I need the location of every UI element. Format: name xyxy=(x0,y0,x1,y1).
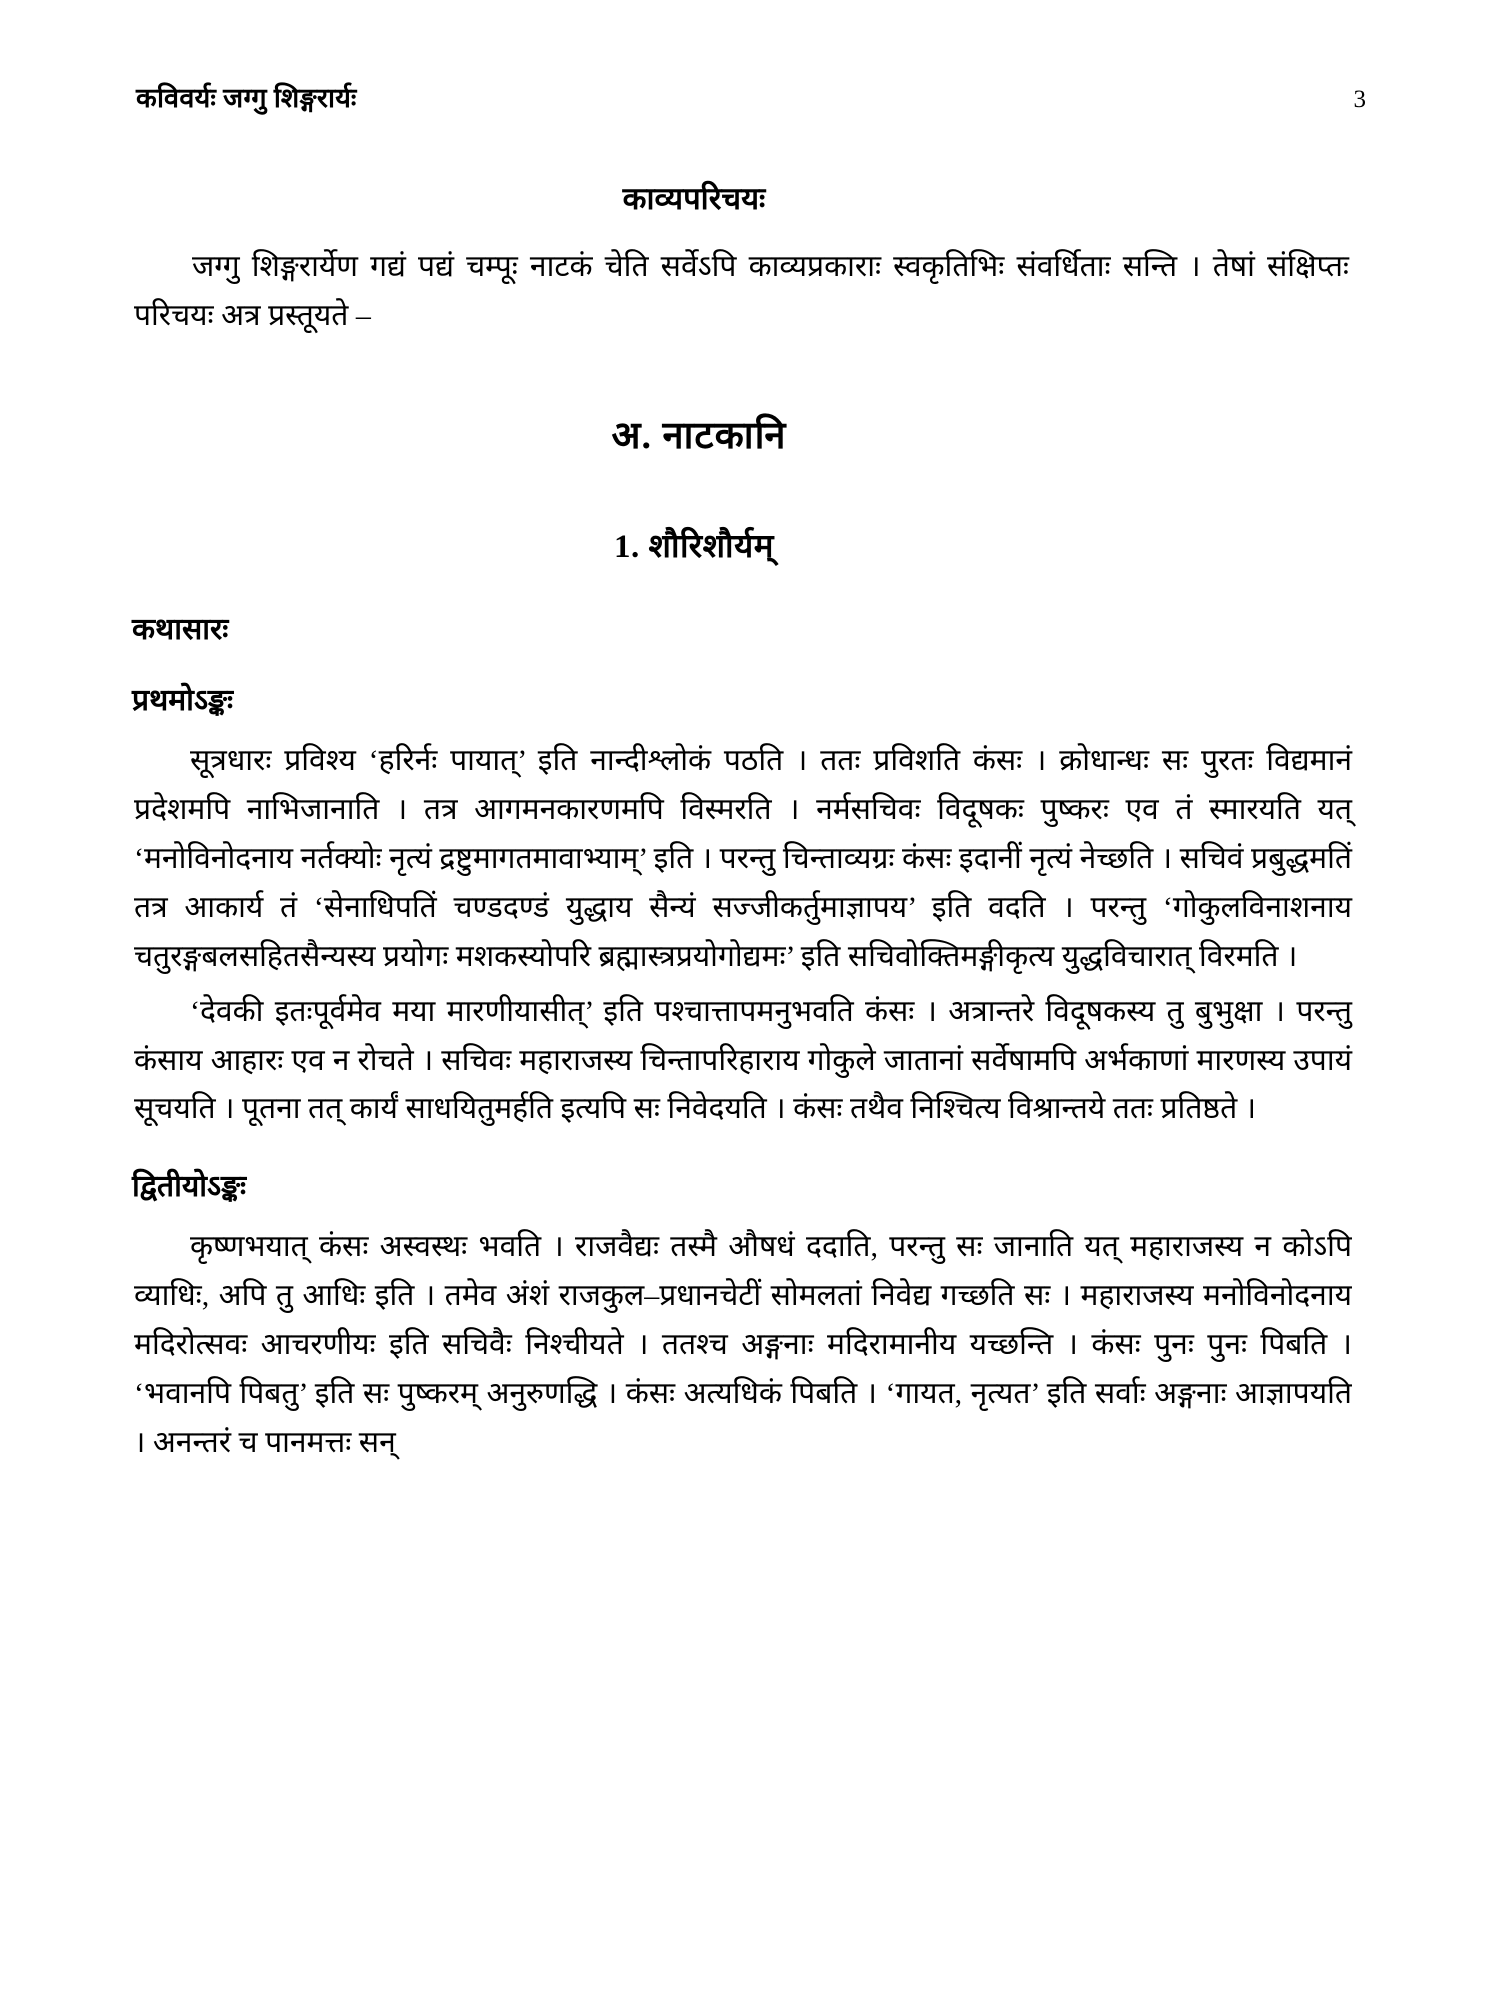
act-one-paragraph-1 xyxy=(134,737,1352,981)
act-two-paragraph-1 xyxy=(134,1223,1352,1467)
running-head: कविवर्यः जग्गु शिङ्गरार्यः xyxy=(136,83,357,113)
page-header xyxy=(136,78,1366,115)
act-one-paragraph-1-text: सूत्रधारः प्रविश्य ‘हरिर्नः पायात्’ इति नान्दीश्लोकं पठति । ततः प्रविशति कंसः । क्रोधान्धः सः पुरतः विद्यमानं प्रदेशमपि नाभिजानाति । तत्र आगमनकारणमपि विस्मरति । नर्मसचिवः विदूषकः पुष्करः एव तं स्मारयति यत् ‘मनोविनोदनाय नर्तक्योः नृत्यं द्रष्टुमागतमावाभ्याम्’ इति । परन्तु चिन्ताव्यग्रः कंसः इदानीं नृत्यं नेच्छति । सचिवं प्रबुद्धमतिं तत्र आकार्य तं ‘सेनाधिपतिं चण्डदण्डं युद्धाय सैन्यं सज्जीकर्तुमाज्ञापय’ इति वदति । परन्तु ‘गोकुलविनाशनाय चतुरङ्गबलसहितसैन्यस्य प्रयोगः मशकस्योपरि ब्रह्मास्त्रप्रयोगोद्यमः’ इति सचिवोक्तिमङ्गीकृत्य युद्धविचारात् विरमति । xyxy=(134,744,1352,973)
act-two-paragraph-1-text: कृष्णभयात् कंसः अस्वस्थः भवति । राजवैद्यः तस्मै औषधं ददाति, परन्तु सः जानाति यत् महाराजस्य न कोऽपि व्याधिः, अपि तु आधिः इति । तमेव अंशं राजकुल–प्रधानचेटीं सोमलतां निवेद्य गच्छति सः । महाराजस्य मनोविनोदनाय मदिरोत्सवः आचरणीयः इति सचिवैः निश्चीयते । ततश्च अङ्गनाः मदिरामानीय यच्छन्ति । कंसः पुनः पुनः पिबति । ‘भवानपि पिबतु’ इति सः पुष्करम् अनुरुणद्धि । कंसः अत्यधिकं पिबति । ‘गायत, नृत्यत’ इति सर्वाः अङ्गनाः आज्ञापयति । अनन्तरं च पानमत्तः सन् xyxy=(134,1230,1352,1459)
heading-natakani: अ. नाटकानि xyxy=(611,415,787,458)
heading-shaurishauryam: 1. शौरिशौर्यम् xyxy=(614,529,774,566)
act-one-paragraph-2 xyxy=(134,988,1352,1135)
heading-kathasara: कथासारः xyxy=(132,613,229,647)
heading-act-one: प्रथमोऽङ्कः xyxy=(132,684,234,718)
section-title-kavya-parichaya: काव्यपरिचयः xyxy=(622,181,766,216)
intro-paragraph-text: जग्गु शिङ्गरार्येण गद्यं पद्यं चम्पूः नाटकं चेति सर्वेऽपि काव्यप्रकाराः स्वकृतिभिः संवर्धिताः सन्ति । तेषां संक्षिप्तः परिचयः अत्र प्रस्तूयते – xyxy=(134,250,1349,332)
heading-act-two: द्वितीयोऽङ्कः xyxy=(132,1170,247,1204)
act-one-paragraph-2-text: ‘देवकी इतःपूर्वमेव मया मारणीयासीत्’ इति पश्चात्तापमनुभवति कंसः । अत्रान्तरे विदूषकस्य तु बुभुक्षा । परन्तु कंसाय आहारः एव न रोचते । सचिवः महाराजस्य चिन्तापरिहाराय गोकुले जातानां सर्वेषामपि अर्भकाणां मारणस्य उपायं सूचयति । पूतना तत् कार्यं साधयितुमर्हति इत्यपि सः निवेदयति । कंसः तथैव निश्चित्य विश्रान्तये ततः प्रतिष्ठते । xyxy=(134,994,1352,1126)
intro-paragraph xyxy=(134,243,1349,340)
page-number: 3 xyxy=(1353,86,1366,113)
